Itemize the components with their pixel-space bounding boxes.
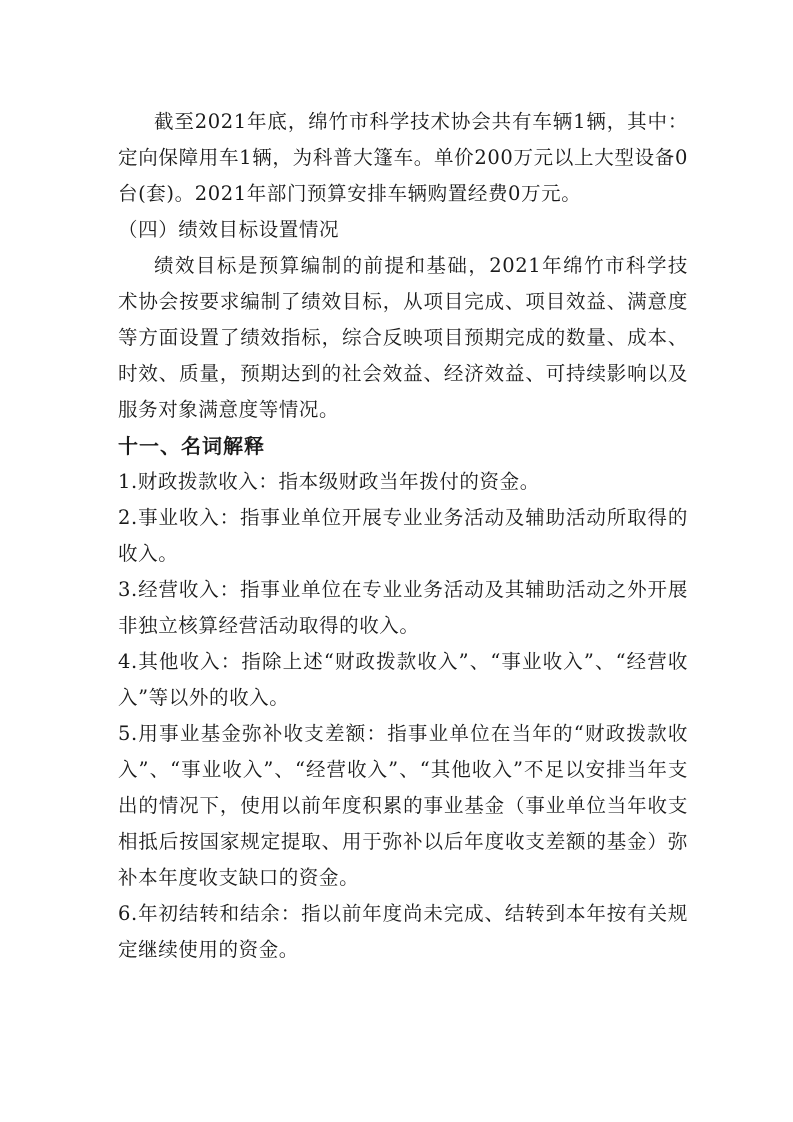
definition-item: 6.年初结转和结余：指以前年度尚未完成、结转到本年按有关规定继续使用的资金。 — [118, 902, 688, 961]
definition-item: 4.其他收入：指除上述“财政拨款收入”、“事业收入”、“经营收入”等以外的收入。 — [118, 650, 688, 709]
document-page — [118, 104, 688, 968]
definition-item: 1.财政拨款收入：指本级财政当年拨付的资金。 — [118, 470, 540, 493]
vehicles-paragraph: 截至2021年底，绵竹市科学技术协会共有车辆1辆，其中：定向保障用车1辆，为科普大篷车。单价200万元以上大型设备0台(套)。2021年部门预算安排车辆购置经费0万元。 — [118, 110, 688, 205]
definition-item: 5.用事业基金弥补收支差额：指事业单位在当年的“财政拨款收入”、“事业收入”、“经营收入”、“其他收入”不足以安排当年支出的情况下，使用以前年度积累的事业基金（事业单位当年收支相抵后按国家规定提取、用于弥补以后年度收支差额的基金）弥补本年度收支缺口的资金。 — [118, 722, 688, 889]
section-11-heading: 十一、名词解释 — [118, 434, 265, 458]
section-4-heading: （四）绩效目标设置情况 — [118, 218, 340, 241]
definition-item: 3.经营收入：指事业单位在专业业务活动及其辅助活动之外开展非独立核算经营活动取得的收入。 — [118, 578, 688, 637]
performance-paragraph: 绩效目标是预算编制的前提和基础，2021年绵竹市科学技术协会按要求编制了绩效目标，从项目完成、项目效益、满意度等方面设置了绩效指标，综合反映项目预期完成的数量、成本、时效、质量，预期达到的社会效益、经济效益、可持续影响以及服务对象满意度等情况。 — [118, 254, 688, 421]
definition-item: 2.事业收入：指事业单位开展专业业务活动及辅助活动所取得的收入。 — [118, 506, 688, 565]
